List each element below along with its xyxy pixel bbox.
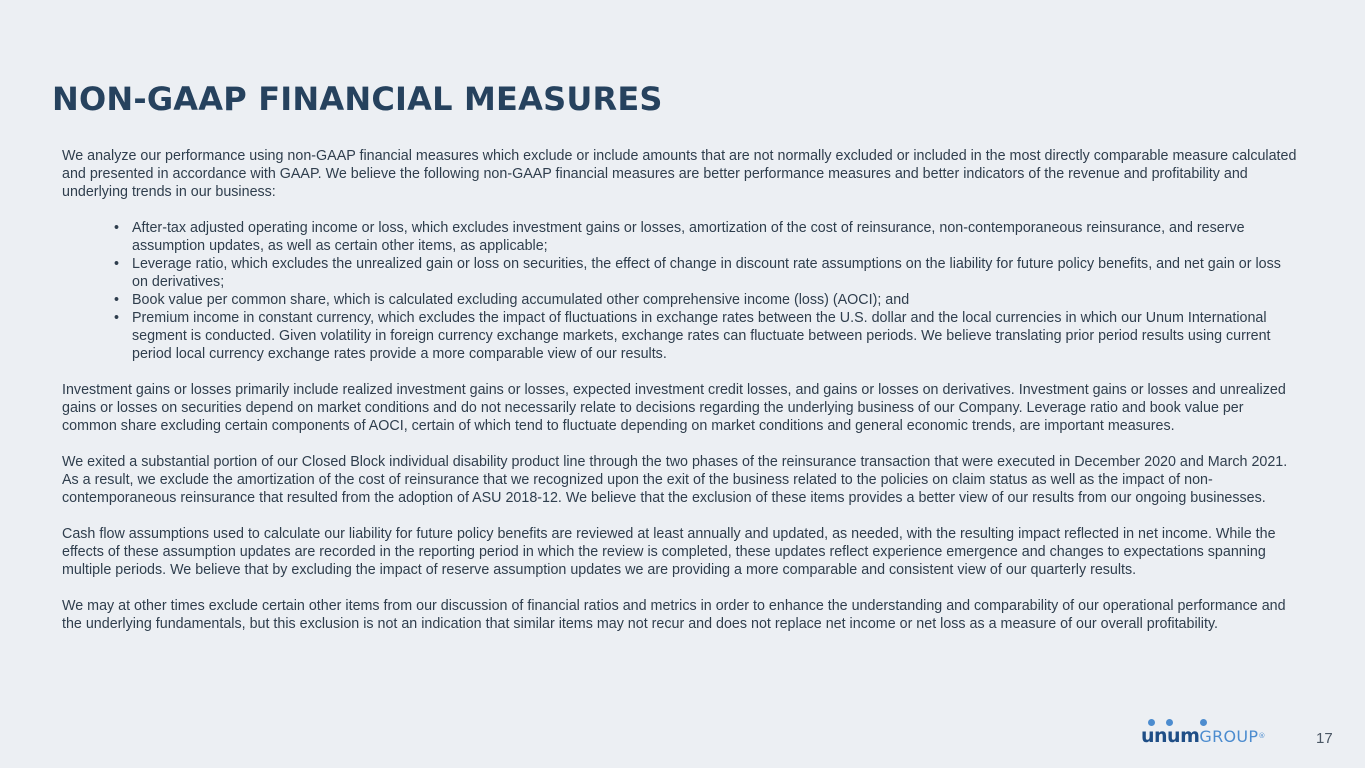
bullet-icon: • <box>114 310 120 326</box>
measures-bullet-list <box>62 219 1300 363</box>
logo-wordmark <box>1141 726 1265 747</box>
logo-word-group: GROUP <box>1199 727 1259 746</box>
bullet-text: After-tax adjusted operating income or loss, which excludes investment gains or losses, amortization of the cost of reinsurance, non-contemporaneous reinsurance, and reserve assumption updates, as well as certain other items, as applicable; <box>132 220 1245 254</box>
bullet-icon: • <box>114 292 120 308</box>
bullet-item-leverage-ratio <box>114 255 1300 291</box>
bullet-text: Premium income in constant currency, which excludes the impact of fluctuations in exchange rates between the U.S. dollar and the local currencies in which our Unum International segment is conducted. Given volatility in foreign currency exchange markets, exchange rates can fluctuate between periods. We believe translating prior period results using current period local currency exchange rates provide a more comparable view of our results. <box>132 310 1271 362</box>
bullet-text: Leverage ratio, which excludes the unrealized gain or loss on securities, the effect of change in discount rate assumptions on the liability for future policy benefits, and net gain or loss on derivatives; <box>132 256 1281 290</box>
logo-registered-mark: ® <box>1258 732 1266 740</box>
bullet-icon: • <box>114 220 120 236</box>
bullet-text: Book value per common share, which is calculated excluding accumulated other comprehensive income (loss) (AOCI); and <box>132 292 910 308</box>
cash-flow-assumptions-paragraph: Cash flow assumptions used to calculate our liability for future policy benefits are reviewed at least annually and updated, as needed, with the resulting impact reflected in net income. While the effects of these assumption updates are recorded in the reporting period in which the review is completed, these updates reflect experience emergence and changes to expectations spanning multiple periods. We believe that by excluding the impact of reserve assumption updates we are providing a more comparable and consistent view of our quarterly results. <box>62 526 1276 578</box>
other-items-paragraph: We may at other times exclude certain other items from our discussion of financial ratios and metrics in order to enhance the understanding and comparability of our operational performance and the underlying fundamentals, but this exclusion is not an indication that similar items may not recur and does not replace net income or net loss as a measure of our overall profitability. <box>62 598 1286 632</box>
investment-gains-paragraph: Investment gains or losses primarily include realized investment gains or losses, expected investment credit losses, and gains or losses on derivatives. Investment gains or losses and unrealized gains or losses on securities depend on market conditions and do not necessarily relate to decisions regarding the underlying business of our Company. Leverage ratio and book value per common share excluding certain components of AOCI, certain of which tend to fluctuate depending on market conditions and general economic trends, are important measures. <box>62 382 1286 434</box>
logo-word-unum: unum <box>1141 725 1200 747</box>
bullet-icon: • <box>114 256 120 272</box>
logo-dot <box>1200 719 1207 726</box>
page-number: 17 <box>1316 730 1333 747</box>
slide-body <box>62 147 1300 651</box>
bullet-item-book-value <box>114 291 1300 309</box>
intro-paragraph: We analyze our performance using non-GAAP financial measures which exclude or include amounts that are not normally excluded or included in the most directly comparable measure calculated and presented in accordance with GAAP. We believe the following non-GAAP financial measures are better performance measures and better indicators of the revenue and profitability and underlying trends in our business: <box>62 148 1297 200</box>
slide-title: NON-GAAP FINANCIAL MEASURES <box>52 80 663 118</box>
closed-block-paragraph: We exited a substantial portion of our Closed Block individual disability product line through the two phases of the reinsurance transaction that were executed in December 2020 and March 2021. As a result, we exclude the amortization of the cost of reinsurance that we recognized upon the exit of the business related to the policies on claim status as well as the impact of non-contemporaneous reinsurance that resulted from the adoption of ASU 2018-12. We believe that the exclusion of these items provides a better view of our results from our ongoing businesses. <box>62 454 1288 506</box>
bullet-item-adjusted-operating-income <box>114 219 1300 255</box>
bullet-item-premium-income <box>114 309 1300 363</box>
unum-group-logo <box>1141 719 1286 747</box>
